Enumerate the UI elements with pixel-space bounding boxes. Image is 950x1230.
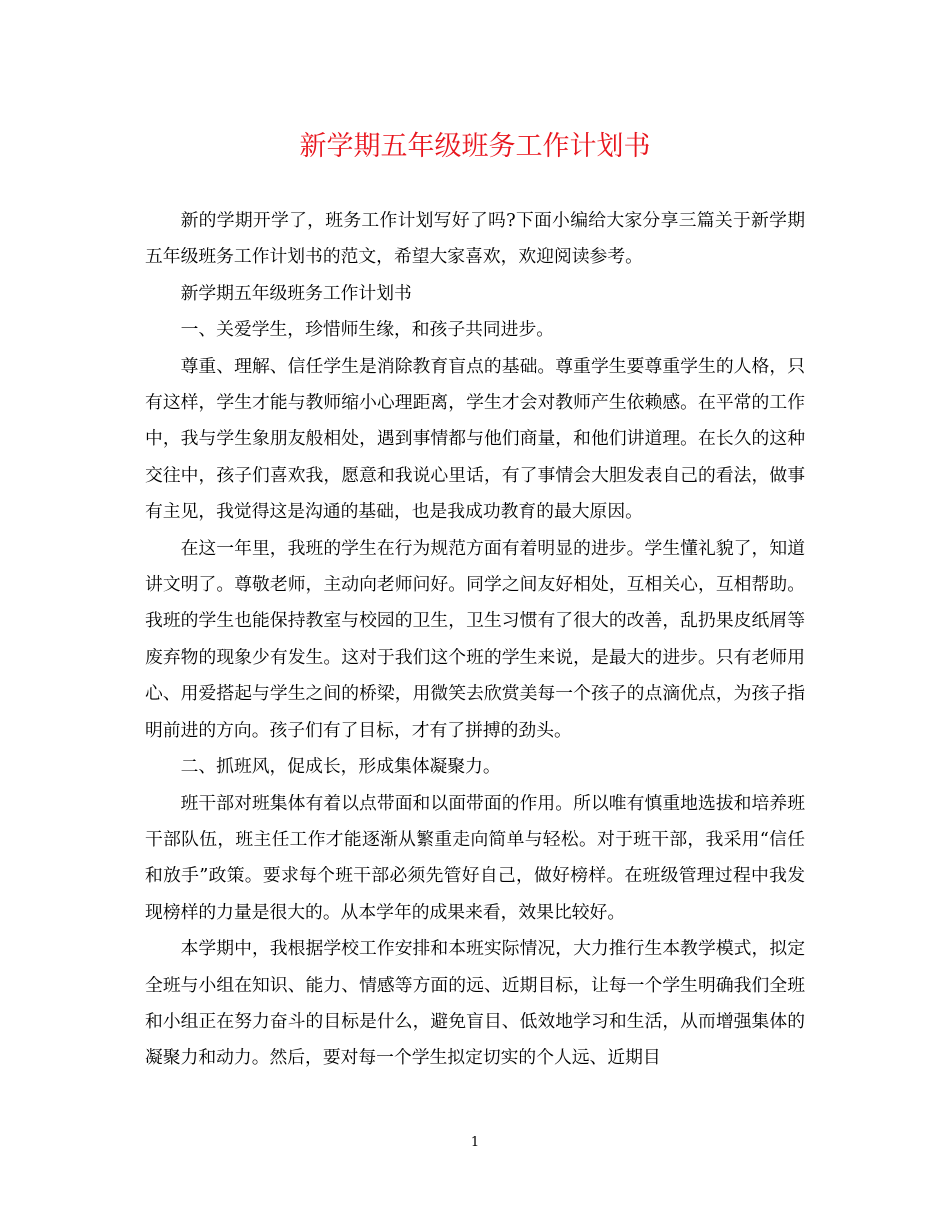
section-heading-2: 二、抓班风，促成长，形成集体凝聚力。 xyxy=(180,756,501,778)
paragraph-subtitle: 新学期五年级班务工作计划书 xyxy=(180,282,412,304)
paragraph: 尊重、理解、信任学生是消除教育盲点的基础。尊重学生要尊重学生的人格，只有这样，学生才能与教师缩小心理距离，学生才会对教师产生依赖感。在平常的工作中，我与学生象朋友般相处，遇到事情都与他们商量，和他们讲道理。在长久的这种交往中，孩子们喜欢我，愿意和我说心里话，有了事情会大胆发表自己的看法，做事有主见，我觉得这是沟通的基础，也是我成功教育的最大原因。 xyxy=(145,355,805,523)
paragraph: 班干部对班集体有着以点带面和以面带面的作用。所以唯有慎重地选拔和培养班干部队伍，班主任工作才能逐渐从繁重走向简单与轻松。对于班干部，我采用“信任和放手”政策。要求每个班干部必须先管好自己，做好榜样。在班级管理过程中我发现榜样的力量是很大的。从本学年的成果来看，效果比较好。 xyxy=(145,792,805,923)
document-title: 新学期五年级班务工作计划书 xyxy=(299,131,651,162)
section-heading-1: 一、关爱学生，珍惜师生缘，和孩子共同进步。 xyxy=(180,319,555,341)
paragraph: 在这一年里，我班的学生在行为规范方面有着明显的进步。学生懂礼貌了，知道讲文明了。尊敬老师，主动向老师问好。同学之间友好相处，互相关心，互相帮助。我班的学生也能保持教室与校园的卫生，卫生习惯有了很大的改善，乱扔果皮纸屑等废弃物的现象少有发生。这对于我们这个班的学生来说，是最大的进步。只有老师用心、用爱搭起与学生之间的桥梁，用微笑去欣赏美每一个孩子的点滴优点，为孩子指明前进的方向。孩子们有了目标，才有了拼搏的劲头。 xyxy=(145,537,805,741)
page-number: 1 xyxy=(470,1135,480,1150)
paragraph-intro: 新的学期开学了，班务工作计划写好了吗?下面小编给大家分享三篇关于新学期五年级班务工作计划书的范文，希望大家喜欢，欢迎阅读参考。 xyxy=(145,210,805,268)
document-body xyxy=(145,203,805,1077)
paragraph: 本学期中，我根据学校工作安排和本班实际情况，大力推行生本教学模式，拟定全班与小组在知识、能力、情感等方面的远、近期目标，让每一个学生明确我们全班和小组正在努力奋斗的目标是什么，避免盲目、低效地学习和生活，从而增强集体的凝聚力和动力。然后，要对每一个学生拟定切实的个人远、近期目 xyxy=(145,938,805,1069)
